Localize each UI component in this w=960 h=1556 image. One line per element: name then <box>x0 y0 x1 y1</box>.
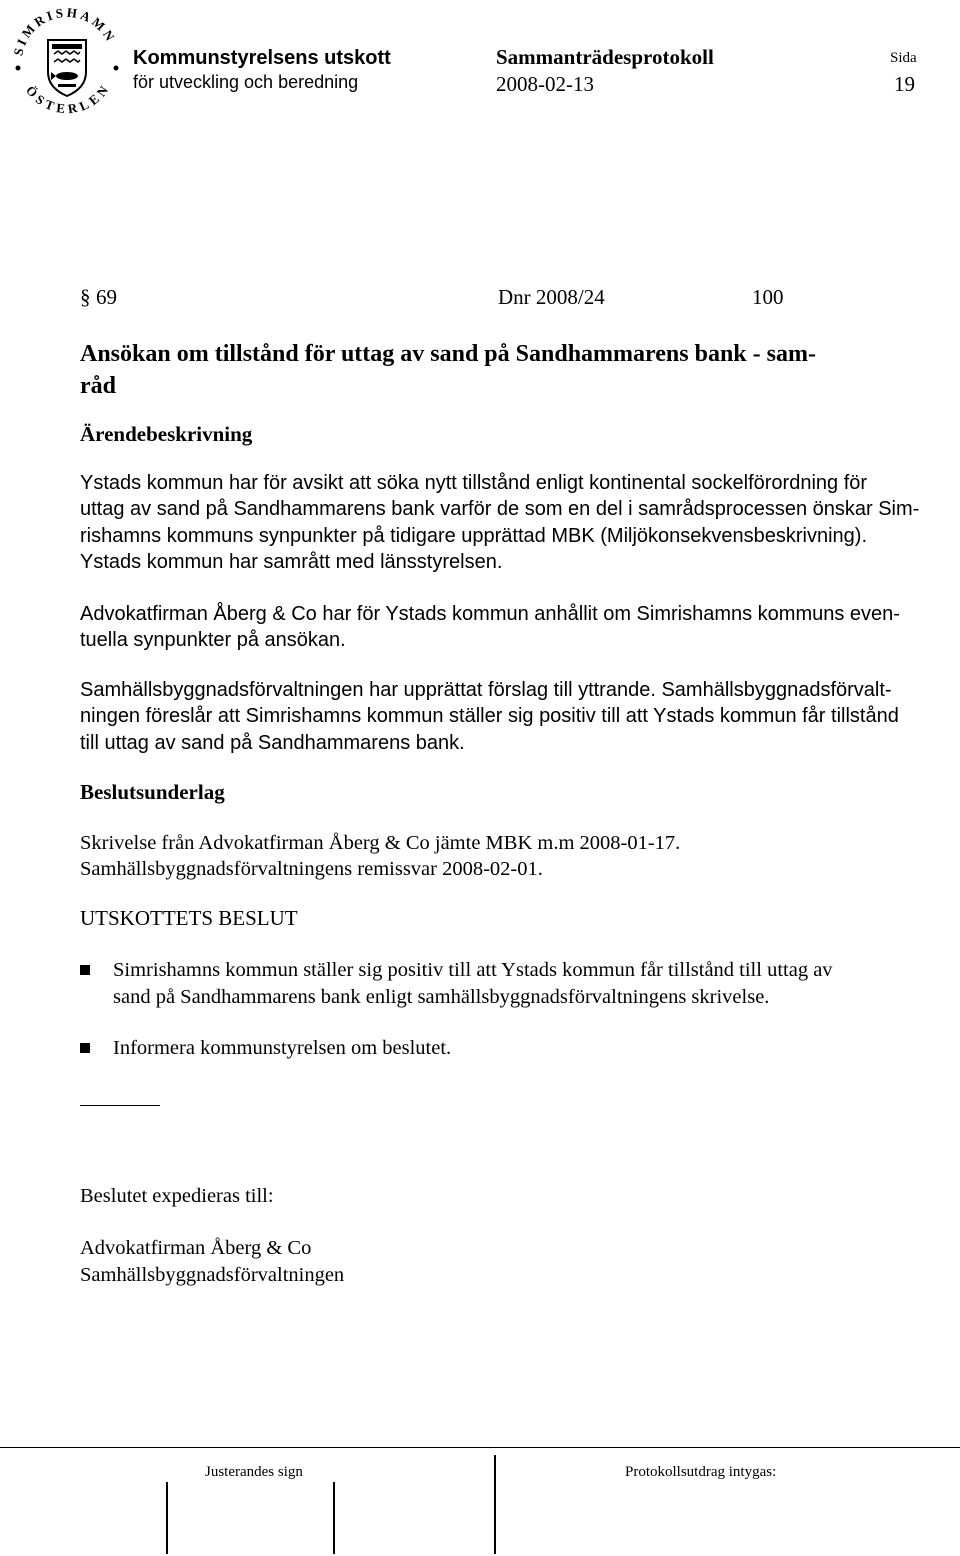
basis-item: Skrivelse från Advokatfirman Åberg & Co jämte MBK m.m 2008-01-17. <box>80 832 681 854</box>
basis-item: Samhällsbyggnadsförvaltningens remissvar 2008-02-01. <box>80 858 543 881</box>
meeting-date: 2008-02-13 <box>496 72 594 96</box>
case-title-line: råd <box>80 373 116 399</box>
description-paragraph <box>80 601 942 654</box>
dispatch-recipients <box>80 1235 344 1289</box>
separator-line <box>80 1105 160 1106</box>
decision-bullet <box>80 957 940 1013</box>
decision-bullet <box>80 1035 940 1063</box>
case-number: 69 <box>96 285 117 309</box>
description-paragraph <box>80 470 942 576</box>
page-number: 19 <box>894 72 915 96</box>
square-bullet-icon <box>80 1043 90 1053</box>
basis-heading: Beslutsunderlag <box>80 780 225 804</box>
text-line: tuella synpunkter på ansökan. <box>80 629 346 652</box>
text-line: till uttag av sand på Sandhammarens bank. <box>80 731 465 754</box>
footer-rule <box>0 1447 960 1448</box>
text-line: Ystads kommun har samrått med länsstyrelsen. <box>80 551 503 574</box>
text-line: ningen föreslår att Simrishamns kommun ställer sig positiv till att Ystads kommun får tillstånd <box>80 705 899 728</box>
signature-box-divider <box>333 1482 335 1554</box>
case-code: 100 <box>752 285 784 309</box>
text-line: Simrishamns kommun ställer sig positiv till att Ystads kommun får tillstånd till uttag av <box>113 959 833 981</box>
svg-text:ÖSTERLEN: ÖSTERLEN <box>22 79 114 117</box>
signature-box-divider <box>166 1482 168 1554</box>
text-line: Ystads kommun har för avsikt att söka nytt tillstånd enligt kontinental sockelförordning för <box>80 472 868 494</box>
committee-name: Kommunstyrelsens utskott <box>133 47 391 69</box>
diary-number: Dnr 2008/24 <box>498 285 605 309</box>
recipient: Advokatfirman Åberg & Co <box>80 1237 312 1259</box>
decision-heading: UTSKOTTETS BESLUT <box>80 906 298 930</box>
dispatch-heading: Beslutet expedieras till: <box>80 1185 274 1207</box>
square-bullet-icon <box>80 965 90 975</box>
paragraph-sign: § <box>80 285 91 309</box>
text-line: Samhällsbyggnadsförvaltningen har upprättat förslag till yttrande. Samhällsbyggnadsförvalt- <box>80 679 892 701</box>
text-line: Advokatfirman Åberg & Co har för Ystads kommun anhållit om Simrishamns kommuns even- <box>80 603 900 625</box>
signature-label: Justerandes sign <box>205 1464 303 1480</box>
case-title-line: Ansökan om tillstånd för uttag av sand på Sandhammarens bank - sam- <box>80 341 816 367</box>
description-paragraph <box>80 677 942 756</box>
page-label: Sida <box>890 50 917 66</box>
case-title <box>80 338 940 402</box>
basis-list <box>80 830 942 883</box>
description-heading: Ärendebeskrivning <box>80 422 253 446</box>
recipient: Samhällsbyggnadsförvaltningen <box>80 1264 345 1286</box>
committee-subtitle: för utveckling och beredning <box>133 72 359 92</box>
text-line: rishamns kommuns synpunkter på tidigare upprättad MBK (Miljökonsekvensbeskrivning). <box>80 524 868 547</box>
municipal-seal-logo <box>4 2 130 120</box>
extract-certified-label: Protokollsutdrag intygas: <box>625 1464 777 1480</box>
text-line: sand på Sandhammarens bank enligt samhällsbyggnadsförvaltningens skrivelse. <box>113 986 770 1008</box>
text-line: uttag av sand på Sandhammarens bank varför de som en del i samrådsprocessen önskar Sim- <box>80 498 920 521</box>
svg-text:SIMRISHAMN: SIMRISHAMN <box>10 4 120 58</box>
text-line: Informera kommunstyrelsen om beslutet. <box>113 1037 452 1059</box>
document-type: Sammanträdesprotokoll <box>496 45 714 69</box>
signature-box-divider <box>494 1455 496 1554</box>
